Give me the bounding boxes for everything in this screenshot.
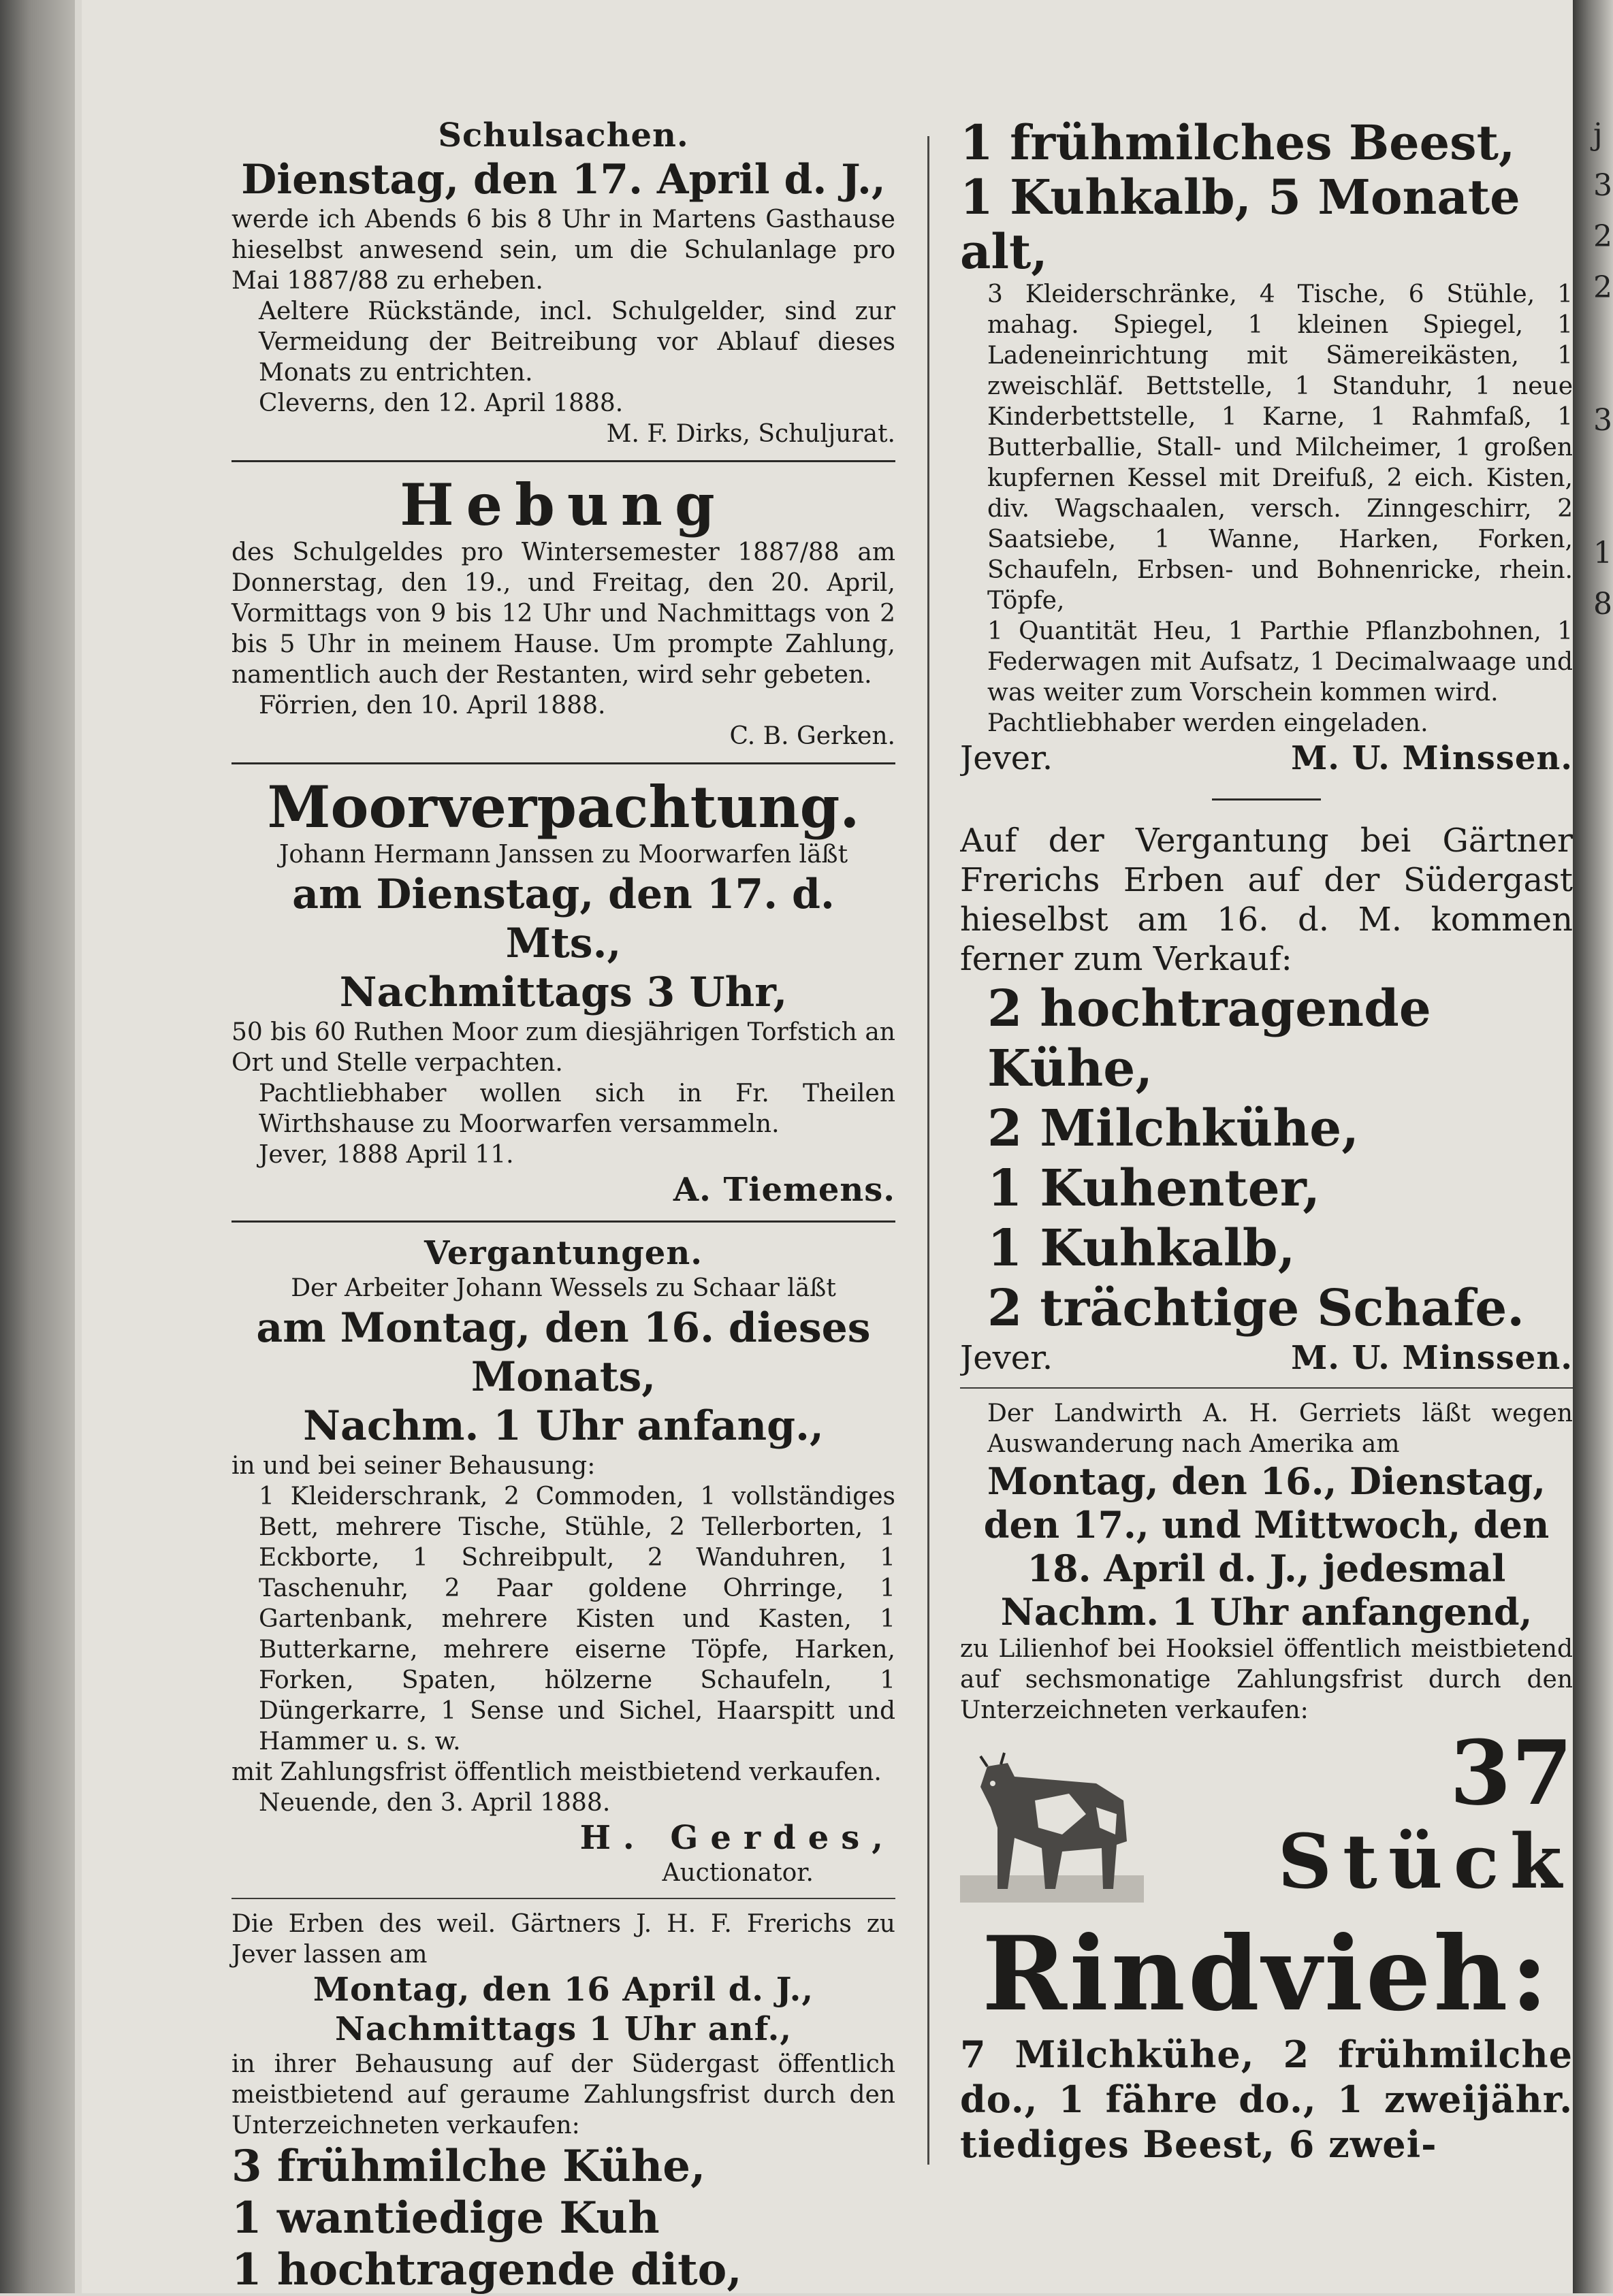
ad-signature: C. B. Gerken. <box>729 722 895 750</box>
ad-separator <box>231 1220 895 1223</box>
ad-body: in ihrer Behausung auf der Südergast öffentlich meistbietend auf geraume Zahlungsfrist durch den Unterzeichneten verkaufen: <box>231 2050 895 2139</box>
ad-minssen-auction <box>960 116 1573 778</box>
ad-date-line: am Montag, den 16. dieses Monats, <box>256 1304 871 1401</box>
ad-body: 50 bis 60 Ruthen Moor zum diesjährigen Torfstich an Ort und Stelle verpachten. <box>231 1018 895 1077</box>
ad-signature-row <box>960 739 1573 778</box>
ad-item-list: 1 Kleiderschrank, 2 Commoden, 1 vollständiges Bett, mehrere Tische, Stühle, 2 Tellerborten, 1 Eckborte, 1 Schreibpult, 2 Wanduhren, 1 Taschenuhr, 2 Paar goldene Ohrringe, 1 Gartenbank, mehrere Kisten und Kasten, 1 Butterkarne, mehrere eiserne Töpfe, Harken, Forken, Spaten, hölzerne Schaufeln, 1 Düngerkarre, 1 Sense und Sichel, Haarspitt und Hammer u. s. w. <box>259 1483 895 1756</box>
livestock-item: 2 hochtragende Kühe, <box>987 980 1431 1098</box>
ad-item-list: 1 Quantität Heu, 1 Parthie Pflanzbohnen, 1 Federwagen mit Aufsatz, 1 Decimalwaage und was weiter zum Vorschein kommen wird. <box>987 617 1573 707</box>
ad-date-line: Montag, den 16 April d. J., <box>313 1971 814 2009</box>
adjacent-page-fragment: j 3 2 2 3 1 8 <box>1593 117 1612 621</box>
ad-vergantungen <box>231 1233 895 1888</box>
livestock-item: 2 Milchkühe, <box>987 1099 1359 1158</box>
ad-intro: Auf der Vergantung bei Gärtner Frerichs Erben auf der Südergast hieselbst am 16. d. M. kommen ferner zum Verkauf: <box>960 822 1573 978</box>
lot-unit: Stück <box>1277 1817 1573 1905</box>
ad-subtitle: in und bei seiner Behausung: <box>231 1452 596 1480</box>
ad-intro: Der Arbeiter Johann Wessels zu Schaar läßt <box>291 1274 836 1302</box>
ad-title: Hebung <box>400 471 727 538</box>
ad-date-line: am Dienstag, den 17. d. Mts., <box>292 871 835 967</box>
ad-intro: Der Landwirth A. H. Gerriets läßt wegen Auswanderung nach Amerika am <box>987 1400 1573 1458</box>
ad-closing: mit Zahlungsfrist öffentlich meistbietend verkaufen. <box>231 1758 882 1786</box>
ad-signature-role: Auctionator. <box>662 1859 814 1887</box>
ad-body: Pachtliebhaber wollen sich in Fr. Theilen Wirthshause zu Moorwarfen versammeln. <box>259 1080 895 1138</box>
lot-headline: Rindvieh: <box>982 1914 1551 2034</box>
livestock-item: 1 Kuhenter, <box>987 1159 1321 1218</box>
ad-separator <box>960 1387 1573 1389</box>
ad-time-line: Nachmittags 3 Uhr, <box>339 969 788 1016</box>
column-divider <box>927 136 929 2165</box>
ad-body: werde ich Abends 6 bis 8 Uhr in Martens Gasthause hieselbst anwesend sein, um die Schulanlage pro Mai 1887/88 zu erheben. <box>231 206 895 295</box>
ad-place-date: Cleverns, den 12. April 1888. <box>259 389 624 417</box>
ad-place-date: Förrien, den 10. April 1888. <box>259 692 606 719</box>
ad-intro: Johann Hermann Janssen zu Moorwarfen läßt <box>278 841 848 869</box>
left-column <box>231 116 895 2296</box>
livestock-item: 1 hochtragende dito, <box>231 2244 742 2295</box>
ad-signature: M. U. Minssen. <box>1291 739 1573 777</box>
ad-hebung <box>231 473 895 751</box>
ad-place-date: Neuende, den 3. April 1888. <box>259 1789 611 1817</box>
ad-vergantung-frerichs <box>960 821 1573 1378</box>
ad-signature: H. Gerdes, <box>579 1819 895 1857</box>
ad-time-line: Nachmittags 1 Uhr anf., <box>334 2010 793 2048</box>
ad-moorverpachtung <box>231 775 895 1210</box>
ad-place: Jever. <box>960 1339 1053 1377</box>
ad-place-date: Jever, 1888 April 11. <box>259 1141 514 1169</box>
ad-title: Vergantungen. <box>424 1234 703 1272</box>
ad-closing: Pachtliebhaber werden eingeladen. <box>987 709 1428 737</box>
livestock-item: 1 frühmilches Beest, <box>960 116 1516 171</box>
ad-body: des Schulgeldes pro Wintersemester 1887/88 am Donnerstag, den 19., und Freitag, den 20. April, Vormittags von 9 bis 12 Uhr und Nachmittags von 2 bis 5 Uhr in meinem Hause. Um prompte Zahlung, namentlich auch der Restanten, wird sehr gebeten. <box>231 538 895 689</box>
ad-date-line: Montag, den 16., Dienstag, den 17., und Mittwoch, den 18. April d. J., jedesmal Nachm. 1 Uhr anfangend, <box>983 1459 1550 1634</box>
ad-separator <box>231 460 895 462</box>
livestock-item: 1 wantiedige Kuh <box>231 2193 660 2244</box>
livestock-item: 2 trächtige Schafe. <box>987 1279 1525 1338</box>
ad-body: zu Lilienhof bei Hooksiel öffentlich meistbietend auf sechsmonatige Zahlungsfrist durch den Unterzeichneten verkaufen: <box>960 1635 1573 1724</box>
livestock-item: 3 frühmilche Kühe, <box>231 2141 706 2192</box>
cow-illustration <box>960 1726 1144 1909</box>
ad-signature: M. U. Minssen. <box>1291 1339 1573 1377</box>
ad-separator <box>231 762 895 764</box>
ad-title: Moorverpachtung. <box>267 773 860 841</box>
ad-schulsachen <box>231 116 895 449</box>
ad-intro: Die Erben des weil. Gärtners J. H. F. Frerichs zu Jever lassen am <box>231 1910 895 1969</box>
ad-signature: M. F. Dirks, Schuljurat. <box>606 420 895 448</box>
livestock-item: 1 Kuhkalb, <box>987 1219 1296 1278</box>
ad-separator <box>1212 798 1321 801</box>
lot-count: 37 <box>1450 1721 1573 1825</box>
right-column <box>960 116 1573 2226</box>
ad-date-line: Dienstag, den 17. April d. J., <box>241 156 886 204</box>
ad-signature-row <box>960 1338 1573 1378</box>
ad-time-line: Nachm. 1 Uhr anfang., <box>303 1402 824 1450</box>
ad-separator <box>231 1898 895 1899</box>
ad-signature: A. Tiemens. <box>673 1171 895 1209</box>
ad-item-list: 7 Milchkühe, 2 frühmilche do., 1 fähre do., 1 zweijähr. tiediges Beest, 6 zwei- <box>960 2033 1573 2166</box>
ad-gerriets <box>960 1398 1573 2167</box>
ad-place: Jever. <box>960 739 1053 777</box>
ad-item-list: 3 Kleiderschränke, 4 Tische, 6 Stühle, 1 mahag. Spiegel, 1 kleinen Spiegel, 1 Ladeneinrichtung mit Sämereikästen, 1 zweischläf. Bettstelle, 1 Standuhr, 1 neue Kinderbettstelle, 1 Karne, 1 Rahmfaß, 1 Butterballie, Stall- und Milcheimer, 1 großen kupfernen Kessel mit Dreifuß, 2 eich. Kisten, div. Wagschaalen, versch. Zinngeschirr, 2 Saatsiebe, 1 Wanne, Harken, Forken, Schaufeln, Erbsen- und Bohnenricke, rhein. Töpfe, <box>987 280 1573 615</box>
livestock-item: 1 Kuhkalb, 5 Monate alt, <box>960 169 1520 280</box>
book-spine-shadow <box>0 0 75 2293</box>
ad-body: Aeltere Rückstände, incl. Schulgelder, sind zur Vermeidung der Beitreibung vor Ablauf dieses Monats zu entrichten. <box>259 297 895 387</box>
ad-title: Schulsachen. <box>438 116 689 155</box>
ad-frerichs <box>231 1909 895 2296</box>
